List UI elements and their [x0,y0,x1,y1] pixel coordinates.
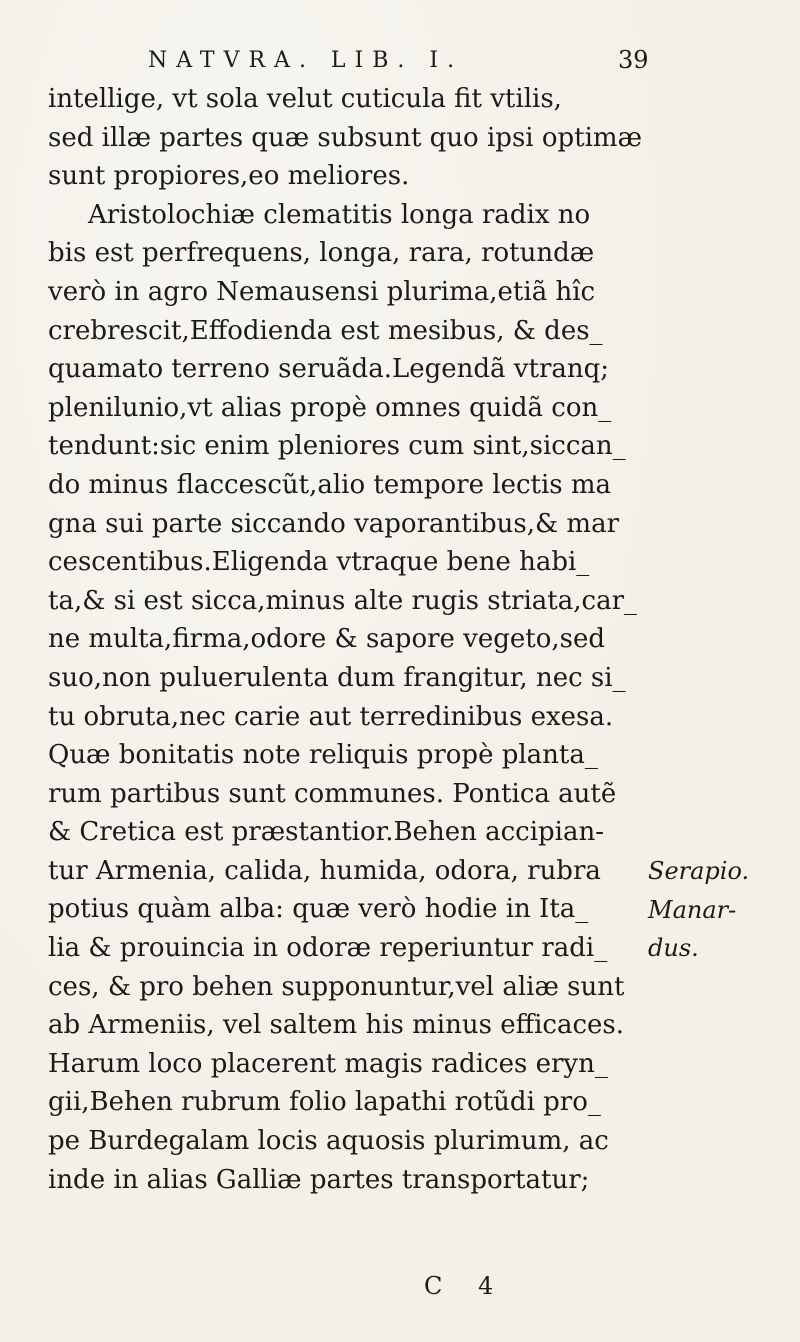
text-line: verò in agro Nemausensi plurima,etiã hîc [48,276,596,307]
page-header [0,40,800,80]
text-line: Harum loco placerent magis radices eryn_ [48,1048,608,1079]
page-number: 39 [618,46,649,74]
margin-note: Serapio. [648,857,750,885]
margin-notes [648,852,798,968]
body-text [48,80,643,1199]
text-line: tu obruta,nec carie aut terredinibus exesa. [48,701,614,732]
text-line: suo,non puluerulenta dum frangitur, nec si_ [48,662,626,693]
text-line: lia & prouincia in odoræ reperiuntur radi_ [48,933,608,964]
text-line: & Cretica est præstantior.Behen accipian- [48,817,605,848]
text-line: Aristolochiæ clematitis longa radix no [88,199,591,230]
text-line: sunt propiores,eo meliores. [48,161,410,192]
text-line: do minus flaccescũt,alio tempore lectis ma [48,469,612,500]
text-line: quamato terreno seruãda.Legendã vtranq; [48,354,610,385]
text-line: ne multa,firma,odore & sapore vegeto,sed [48,624,606,655]
text-line: pe Burdegalam locis aquosis plurimum, ac [48,1126,609,1157]
text-line: potius quàm alba: quæ verò hodie in Ita_ [48,894,589,925]
running-head: NATVRA. LIB. I. [148,48,464,73]
text-line: inde in alias Galliæ partes transportatur; [48,1164,590,1195]
text-line: gii,Behen rubrum folio lapathi rotũdi pro_ [48,1087,601,1118]
text-line: plenilunio,vt alias propè omnes quidã con_ [48,392,612,423]
text-line: ta,& si est sicca,minus alte rugis striata,car_ [48,585,637,616]
text-line: sed illæ partes quæ subsunt quo ipsi optimæ [48,122,643,153]
margin-note: Manar- [648,895,737,924]
text-line: cescentibus.Eligenda vtraque bene habi_ [48,547,590,578]
text-line: gna sui parte siccando vaporantibus,& mar [48,508,619,539]
signature-mark: C 4 [424,1272,508,1300]
margin-note: dus. [648,934,699,963]
text-line: bis est perfrequens, longa, rara, rotundæ [48,238,595,269]
text-line: crebrescit,Effodienda est mesibus, & des_ [48,315,603,346]
text-line: ces, & pro behen supponuntur,vel aliæ sunt [48,971,625,1002]
text-line: ab Armeniis, vel saltem his minus efficaces. [48,1010,624,1041]
text-line: tendunt:sic enim pleniores cum sint,siccan_ [48,431,626,462]
text-line: tur Armenia, calida, humida, odora, rubra [48,855,601,886]
text-line: Quæ bonitatis note reliquis propè planta_ [48,740,598,771]
text-line: rum partibus sunt communes. Pontica autẽ [48,778,617,809]
text-line: intellige, vt sola velut cuticula fit vtilis, [48,84,562,114]
